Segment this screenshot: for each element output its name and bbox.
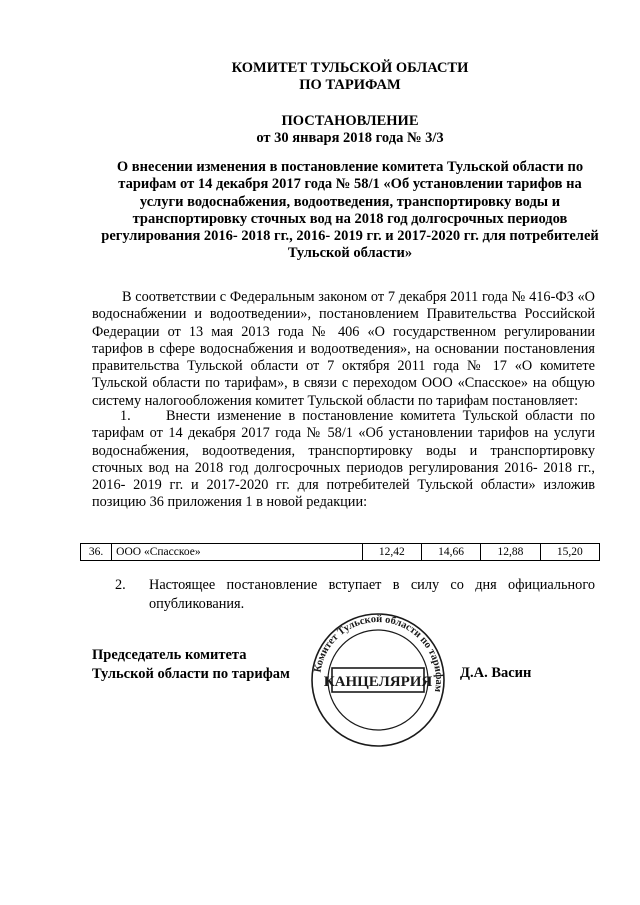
row-number-cell: 36. [81,544,112,561]
org-line-2: ПО ТАРИФАМ [299,77,401,93]
org-line-1: КОМИТЕТ ТУЛЬСКОЙ ОБЛАСТИ [231,60,469,76]
tariff-table [80,543,600,561]
tariff-value-cell: 14,66 [421,544,480,561]
preamble-paragraph: В соответствии с Федеральным законом от 7 декабря 2011 года № 416-ФЗ «О водоснабжении и водоотведении», постановлением Правительства Российской Федерации от 13 мая 2013 года № 406 «О государственном регулировании тарифов в сфере водоснабжения и водоотведения», на основании постановления правительства Тульской области от 7 октября 2011 года № 17 «О комитете Тульской области по тарифам», в связи с переходом ООО «Спасское» на общую систему налогообложения комитет Тульской области по тарифам постановляет: [92,289,595,409]
document-subject: О внесении изменения в постановление комитета Тульской области по тарифам от 14 декабря 2017 года № 58/1 «Об установлении тарифов на услуги водоснабжения, водоотведения, транспортировку воды и транспортировку сточных вод на 2018 год долгосрочных периодов регулирования 2016- 2018 гг., 2016- 2019 гг. и 2017-2020 гг. для потребителей Тульской области» [101,159,599,262]
signatory-title-line-2: Тульской области по тарифам [92,666,290,682]
item-1-text: Внести изменение в постановление комитета Тульской области по тарифам от 14 декабря 2017 года № 58/1 «Об установлении тарифов на услуги водоснабжения, водоотведения, транспортировку воды и транспортировку сточных вод на 2018 год долгосрочных периодов регулирования 2016- 2018 гг., 2016- 2019 гг. и 2017-2020 гг. для потребителей Тульской области» изложив позицию 36 приложения 1 в новой редакции: [92,408,595,511]
stamp-ring-text: Комитет Тульской области по тарифам [312,613,445,693]
organization-cell: ООО «Спасское» [112,544,362,561]
item-2-number: 2. [115,577,126,593]
stamp-center-text: КАНЦЕЛЯРИЯ [323,674,433,690]
tariff-value-cell: 12,42 [362,544,421,561]
organization-name [30,60,640,94]
tariff-value-cell: 12,88 [481,544,540,561]
document-heading [30,113,640,147]
document-date-number: от 30 января 2018 года № 3/3 [256,130,444,146]
item-1-number: 1. [120,408,131,424]
table-row [81,544,600,561]
item-1-paragraph [92,408,595,512]
office-stamp [298,610,458,750]
signatory-title [92,646,290,684]
signatory-title-line-1: Председатель комитета [92,647,247,663]
tariff-value-cell: 15,20 [540,544,599,561]
item-2-paragraph [115,576,595,614]
signatory-name: Д.А. Васин [460,665,532,681]
document-type: ПОСТАНОВЛЕНИЕ [281,113,419,129]
item-2-text: Настоящее постановление вступает в силу со дня официального опубликования. [149,577,595,612]
